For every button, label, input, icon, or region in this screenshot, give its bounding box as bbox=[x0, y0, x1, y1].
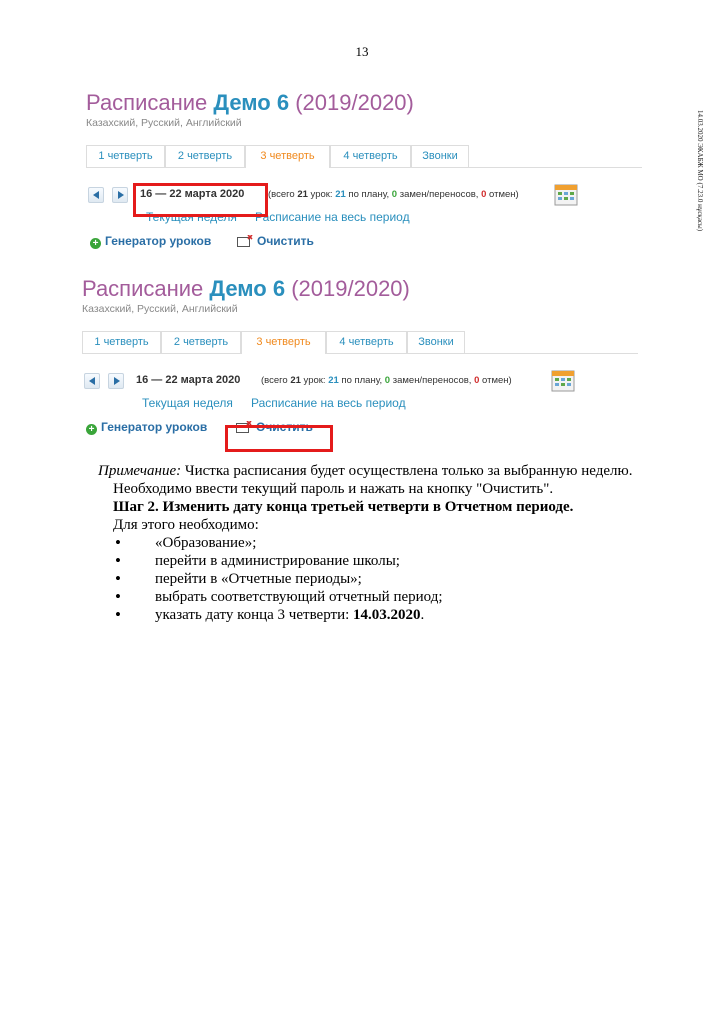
week-range: 16 — 22 марта 2020 bbox=[140, 188, 245, 200]
next-week-button[interactable] bbox=[108, 373, 124, 389]
quarter-tabs bbox=[86, 145, 642, 168]
tab-quarter-4[interactable]: 4 четверть bbox=[330, 145, 411, 167]
schedule-screenshot-1 bbox=[86, 90, 642, 252]
prev-week-button[interactable] bbox=[84, 373, 100, 389]
plus-icon: + bbox=[86, 424, 97, 435]
period-links bbox=[82, 396, 638, 414]
step2-heading: Шаг 2. Изменить дату конца третьей четверти в Отчетном периоде. bbox=[113, 499, 574, 515]
current-week-link[interactable]: Текущая неделя bbox=[142, 396, 233, 410]
full-period-link[interactable]: Расписание на весь период bbox=[251, 396, 406, 410]
steps-list bbox=[98, 534, 662, 624]
schedule-actions bbox=[86, 234, 642, 252]
note-text: Чистка расписания будет осуществлена только за выбранную неделю. bbox=[181, 463, 633, 479]
full-period-link[interactable]: Расписание на весь период bbox=[255, 210, 410, 224]
lesson-generator-button[interactable]: + Генератор уроков bbox=[90, 234, 211, 249]
page-title: Расписание Демо 6 (2019/2020) bbox=[82, 276, 410, 301]
side-note: 14.03.2020 ЭКАБЖ МО (7.23.0 нұсқасы) bbox=[696, 110, 704, 232]
page-title: Расписание Демо 6 (2019/2020) bbox=[86, 90, 414, 115]
current-week-link[interactable]: Текущая неделя bbox=[146, 210, 237, 224]
arrow-left-icon bbox=[89, 377, 95, 385]
plus-icon: + bbox=[90, 238, 101, 249]
academic-year: (2019/2020) bbox=[291, 276, 410, 301]
password-paragraph: Необходимо ввести текущий пароль и нажать на кнопку "Очистить". bbox=[113, 481, 554, 497]
clear-button[interactable]: Очистить bbox=[237, 234, 314, 248]
tab-bells[interactable]: Звонки bbox=[407, 331, 465, 353]
tab-quarter-2[interactable]: 2 четверть bbox=[165, 145, 245, 167]
note-paragraph bbox=[98, 462, 662, 480]
highlight-week-range bbox=[133, 183, 268, 217]
tab-quarter-4[interactable]: 4 четверть bbox=[326, 331, 407, 353]
clear-button[interactable]: Очистить bbox=[236, 420, 313, 434]
calendar-icon[interactable] bbox=[554, 182, 578, 206]
school-name: Демо 6 bbox=[209, 276, 286, 301]
tab-bells[interactable]: Звонки bbox=[411, 145, 469, 167]
lesson-generator-button[interactable]: + Генератор уроков bbox=[86, 420, 207, 435]
instructions-text bbox=[98, 462, 662, 624]
week-stats: (всего 21 урок: 21 по плану, 0 замен/переносов, 0 отмен) bbox=[268, 189, 519, 200]
highlight-clear-button bbox=[225, 425, 333, 452]
week-row bbox=[82, 368, 638, 394]
tab-quarter-3[interactable]: 3 четверть bbox=[245, 145, 330, 168]
list-item: • указать дату конца 3 четверти: 14.03.2020. bbox=[98, 606, 662, 624]
quarter-tabs bbox=[82, 331, 638, 354]
list-item: • «Образование»; bbox=[98, 534, 662, 552]
arrow-left-icon bbox=[93, 191, 99, 199]
week-range: 16 — 22 марта 2020 bbox=[136, 374, 241, 386]
calendar-icon[interactable] bbox=[551, 368, 575, 392]
prev-week-button[interactable] bbox=[88, 187, 104, 203]
tab-quarter-1[interactable]: 1 четверть bbox=[86, 145, 165, 167]
intro-paragraph: Для этого необходимо: bbox=[113, 517, 259, 533]
note-label: Примечание: bbox=[98, 463, 182, 479]
next-week-button[interactable] bbox=[112, 187, 128, 203]
page-number: 13 bbox=[355, 44, 369, 59]
schedule-screenshot-2 bbox=[82, 276, 638, 438]
week-stats: (всего 21 урок: 21 по плану, 0 замен/переносов, 0 отмен) bbox=[261, 375, 512, 386]
languages-label: Казахский, Русский, Английский bbox=[82, 303, 238, 315]
list-item: • перейти в «Отчетные периоды»; bbox=[98, 570, 662, 588]
end-date: 14.03.2020 bbox=[353, 607, 421, 623]
clear-calendar-icon bbox=[237, 235, 253, 247]
languages-label: Казахский, Русский, Английский bbox=[86, 117, 242, 129]
arrow-right-icon bbox=[114, 377, 120, 385]
arrow-right-icon bbox=[118, 191, 124, 199]
tab-quarter-3[interactable]: 3 четверть bbox=[241, 331, 326, 354]
academic-year: (2019/2020) bbox=[295, 90, 414, 115]
schedule-actions bbox=[82, 420, 638, 438]
list-item: • выбрать соответствующий отчетный период; bbox=[98, 588, 662, 606]
tab-quarter-1[interactable]: 1 четверть bbox=[82, 331, 161, 353]
school-name: Демо 6 bbox=[213, 90, 290, 115]
list-item: • перейти в администрирование школы; bbox=[98, 552, 662, 570]
tab-quarter-2[interactable]: 2 четверть bbox=[161, 331, 241, 353]
